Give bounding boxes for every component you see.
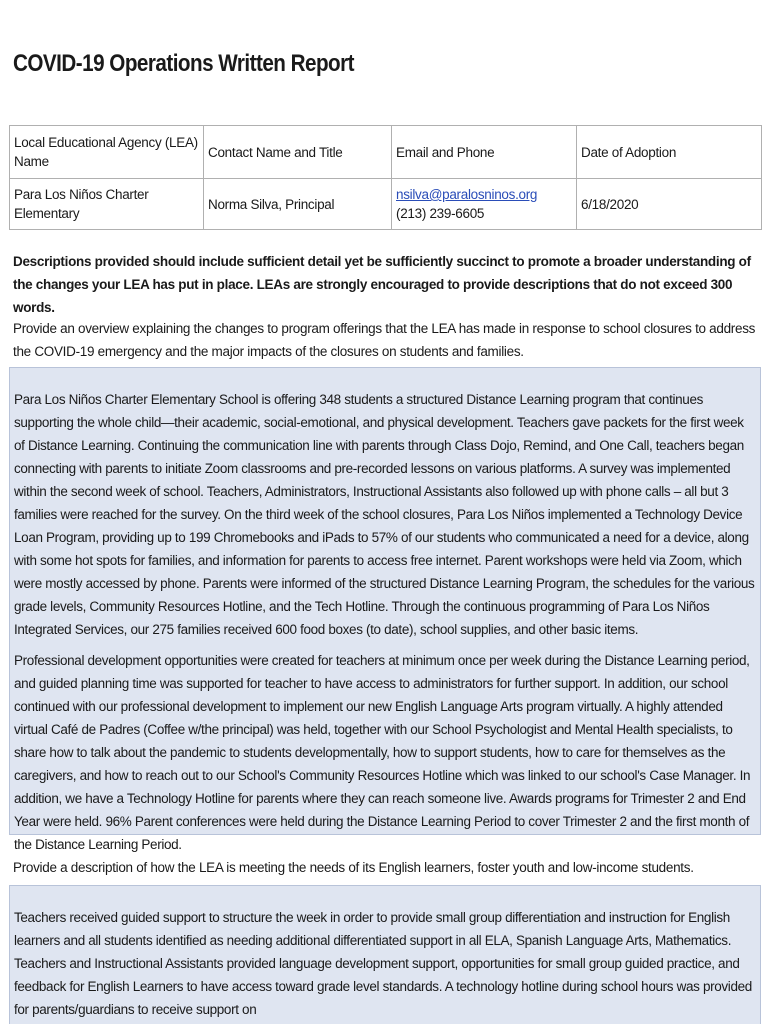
section1-prompt: Provide an overview explaining the changes to program offerings that the LEA has made in response to school closures to address the COVID-19 emergency and the major impacts of the closures on students and families.: [13, 321, 756, 359]
table-row: [10, 179, 762, 230]
section2-paragraph-1: Teachers received guided support to structure the week in order to provide small group differentiation and instruction for English learners and all students identified as needing additional differentiated support in all ELA, Spanish Language Arts, Mathematics. Teachers and Instructional Assistants provided language development support, opportunities for small group guided practice, and feedback for English Learners to have access toward grade level standards. A technology hotline during school hours was provided for parents/guardians to receive support on: [14, 910, 752, 1017]
page-title: COVID-19 Operations Written Report: [13, 50, 355, 77]
phone-number: (213) 239-6605: [396, 206, 485, 221]
header-lea-name: Local Educational Agency (LEA) Name: [10, 126, 204, 179]
cell-email-phone: [392, 179, 577, 230]
cell-lea-name: Para Los Niños Charter Elementary: [10, 179, 204, 230]
header-email-phone: Email and Phone: [392, 126, 577, 179]
instructions-note: Descriptions provided should include sufficient detail yet be sufficiently succinct to promote a broader understanding of the changes your LEA has put in place. LEAs are strongly encouraged to provide descriptions that do not exceed 300 words.: [13, 254, 751, 315]
section1-paragraph-2: Professional development opportunities were created for teachers at minimum once per week during the Distance Learning period, and guided planning time was supported for teacher to have access to administrators for further support. In addition, our school continued with our professional development to implement our new English Language Arts program virtually. A highly attended virtual Café de Padres (Coffee w/the principal) was held, together with our School Psychologist and Mental Health specialists, to share how to talk about the pandemic to students developmentally, how to support students, how to care for themselves as the caregivers, and how to reach out to our School's Community Resources Hotline which was linked to our school's Case Manager. In addition, we have a Technology Hotline for parents where they can reach someone live. Awards programs for Trimester 2 and End Year were held. 96% Parent conferences were held during the Distance Learning Period to cover Trimester 2 and the first month of the Distance Learning Period.: [14, 653, 751, 852]
lea-info-table: [9, 125, 762, 230]
header-date-adoption: Date of Adoption: [577, 126, 762, 179]
email-link[interactable]: nsilva@paralosninos.org: [396, 187, 538, 202]
table-header-row: [10, 126, 762, 179]
section2-response-box: [9, 885, 761, 1024]
cell-date: 6/18/2020: [577, 179, 762, 230]
section1-response-box: [9, 367, 761, 852]
header-contact: Contact Name and Title: [204, 126, 392, 179]
section2-prompt: Provide a description of how the LEA is meeting the needs of its English learners, foster youth and low-income students.: [13, 860, 694, 875]
cell-contact: Norma Silva, Principal: [204, 179, 392, 230]
section1-paragraph-1: Para Los Niños Charter Elementary School is offering 348 students a structured Distance Learning program that continues supporting the whole child—their academic, social-emotional, and physical development. Teachers gave packets for the first week of Distance Learning. Continuing the communication line with parents through Class Dojo, Remind, and One Call, teachers began connecting with parents to initiate Zoom classrooms and pre-recorded lessons on various platforms. A survey was implemented within the second week of school. Teachers, Administrators, Instructional Assistants also followed up with phone calls – all but 3 families were reached for the survey. On the third week of the school closures, Para Los Niños implemented a Technology Device Loan Program, providing up to 199 Chromebooks and iPads to 57% of our students who communicated a need for a device, along with some hot spots for families, and information for parents to access free internet. Parent workshops were held via Zoom, which were mostly accessed by phone. Parents were informed of the structured Distance Learning Program, the schedules for the various grade levels, Community Resources Hotline, and the Tech Hotline. Through the continuous programming of Para Los Niños Integrated Services, our 275 families received 600 food boxes (to date), school supplies, and other basic items.: [14, 392, 755, 637]
